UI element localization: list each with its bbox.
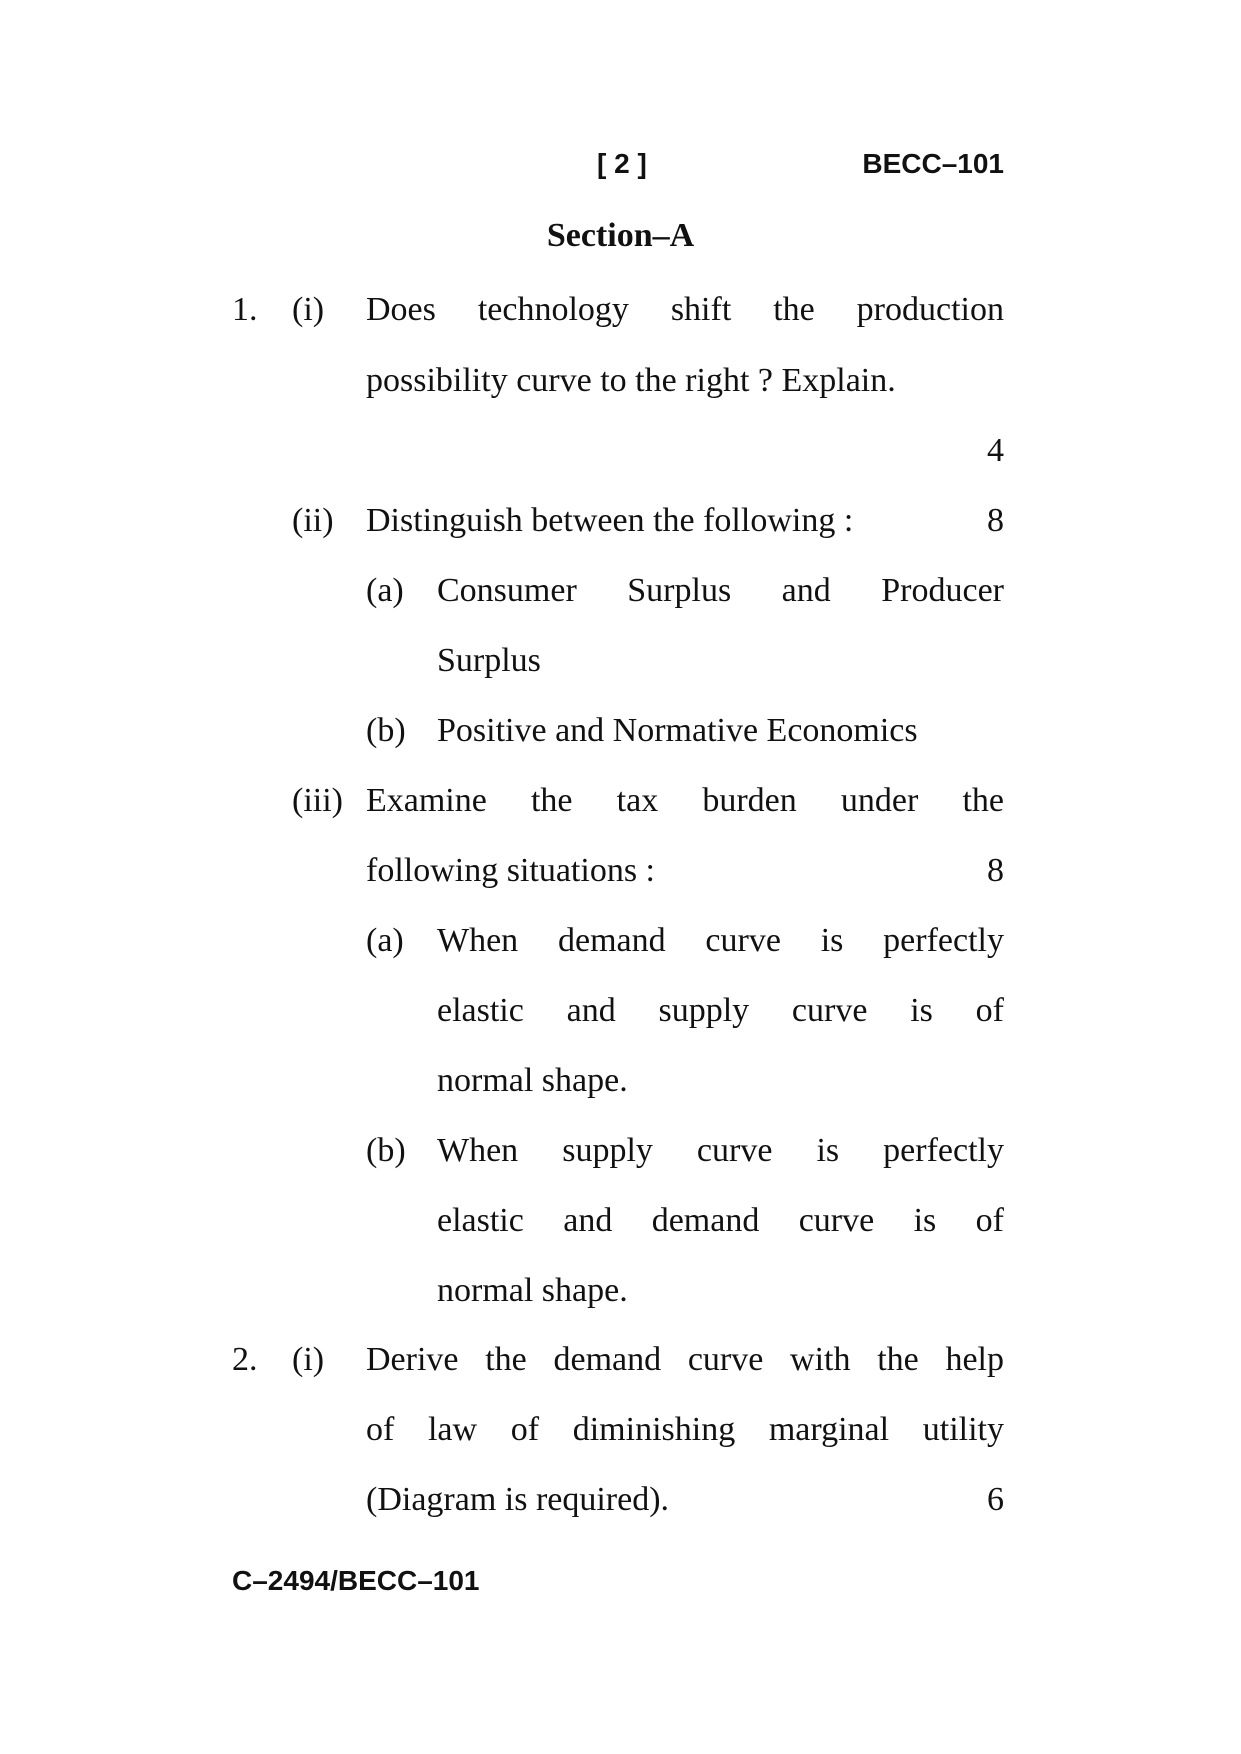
subpart-label: (b) (366, 1132, 406, 1169)
section-title: Section–A (546, 217, 695, 254)
subpart-label: (a) (366, 922, 404, 959)
question-text-line: Derive the demand curve with the help (366, 1341, 1004, 1378)
question-text-line: (Diagram is required). (366, 1481, 670, 1518)
page-number: [ 2 ] (597, 148, 647, 179)
subpart-label: (a) (366, 572, 404, 609)
subpart-text-line: elastic and demand curve is of (437, 1202, 1004, 1239)
question-text-line: following situations : (366, 852, 655, 889)
marks: 8 (987, 852, 1004, 889)
subpart-text-line: normal shape. (437, 1272, 628, 1309)
part-label: (ii) (292, 502, 334, 539)
question-text-line: possibility curve to the right ? Explain. (366, 362, 896, 399)
part-label: (i) (292, 291, 325, 328)
marks: 6 (987, 1481, 1004, 1518)
marks: 8 (987, 502, 1004, 539)
subpart-text-line: Consumer Surplus and Producer (437, 572, 1004, 609)
question-number: 1. (232, 291, 258, 328)
question-text-line: Does technology shift the production (366, 291, 1004, 328)
subpart-text-line: elastic and supply curve is of (437, 992, 1004, 1029)
part-label: (i) (292, 1341, 325, 1378)
question-text-line: Distinguish between the following : (366, 502, 854, 539)
subpart-label: (b) (366, 712, 406, 749)
subpart-text-line: When supply curve is perfectly (437, 1132, 1004, 1169)
subpart-text-line: Surplus (437, 642, 541, 679)
question-text-line: Examine the tax burden under the (366, 782, 1004, 819)
subpart-text-line: Positive and Normative Economics (437, 712, 918, 749)
part-label: (iii) (292, 782, 343, 819)
question-text-line: of law of diminishing marginal utility (366, 1411, 1004, 1448)
footer-code: C–2494/BECC–101 (232, 1565, 480, 1596)
marks: 4 (987, 432, 1004, 469)
question-number: 2. (232, 1341, 258, 1378)
subpart-text-line: normal shape. (437, 1062, 628, 1099)
subpart-text-line: When demand curve is perfectly (437, 922, 1004, 959)
paper-code: BECC–101 (862, 148, 1004, 179)
